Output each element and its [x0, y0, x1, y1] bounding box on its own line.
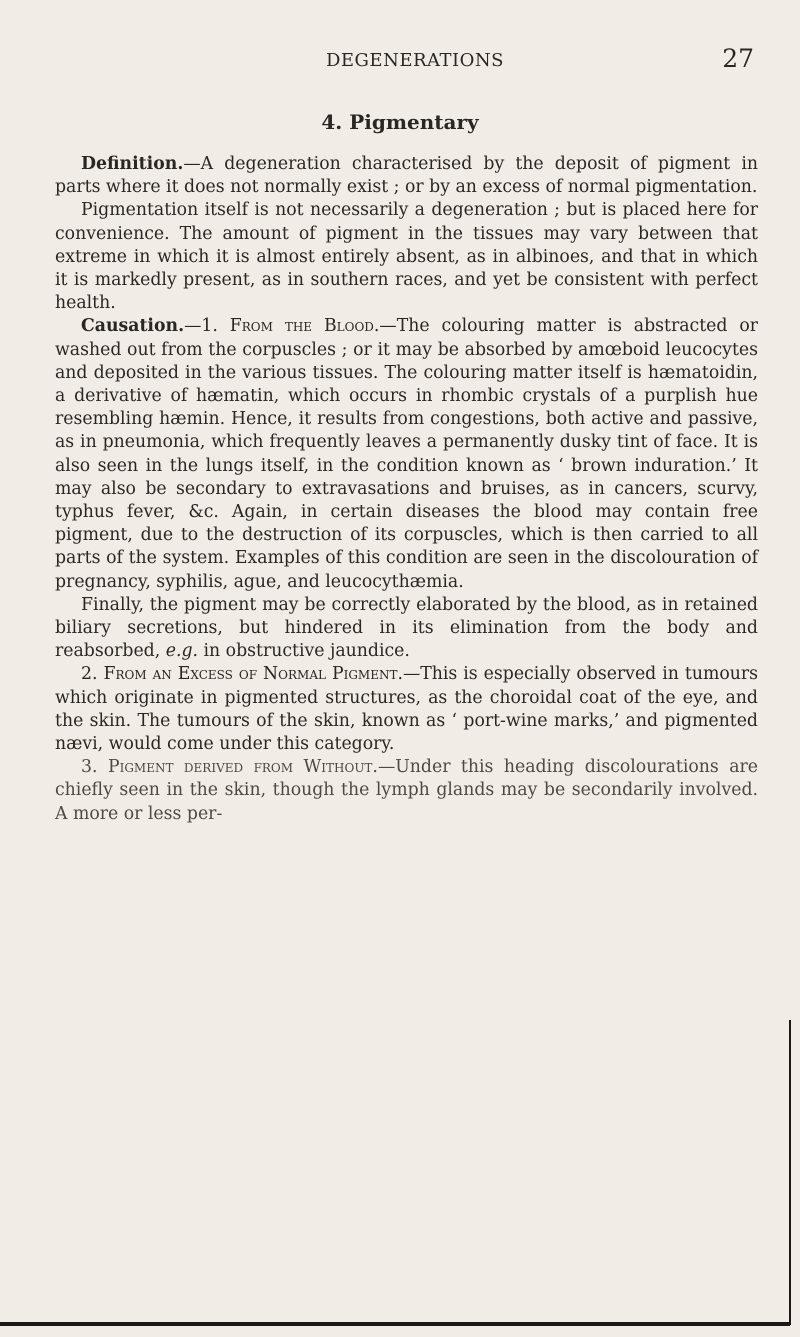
causation-number: —1.	[184, 316, 230, 337]
definition-paragraph	[55, 153, 758, 199]
page-number: 27	[722, 44, 754, 73]
causation-text: —The colouring matter is abstracted or washed out from the corpuscles ; or it may be absorbed by amœboid leucocytes and deposited in the various tissues. The colouring matter itself is hæmatoidin, a derivative of hæmatin, which occurs in rhombic crystals of a purplish hue resembling hæmin. Hence, it results from congestions, both active and passive, as in pneumonia, which frequently leaves a permanently dusky tint of face. It is also seen in the lungs itself, in the condition known as ‘ brown induration.’ It may also be secondary to extravasations and bruises, as in cancers, scurvy, typhus fever, &c. Again, in certain diseases the blood may contain free pigment, due to the destruction of its corpuscles, which is then carried to all parts of the system. Examples of this condition are seen in the discolouration of pregnancy, syphilis, ague, and leucocythæmia.	[55, 316, 758, 592]
page-edge-line	[789, 1020, 791, 1325]
excess-number: 2.	[81, 664, 104, 685]
without-paragraph	[55, 756, 758, 826]
page-bottom-line	[0, 1322, 790, 1326]
definition-lead: Definition.	[81, 154, 184, 174]
pigmentation-paragraph: Pigmentation itself is not necessarily a degeneration ; but is placed here for convenience. The amount of pigment in the tissues may vary between that extreme in which it is almost entirely absent, as in albinoes, and that in which it is markedly present, as in southern races, and yet be consistent with perfect health.	[55, 200, 758, 314]
causation-lead: Causation.	[81, 316, 185, 337]
without-heading: Pigment derived from Without.	[107, 757, 378, 778]
excess-text: —This is especially observed in tumours which originate in pigmented structures, as the choroidal coat of the eye, and the skin. The tumours of the skin, known as ‘ port-wine marks,’ and pigmented nævi, would come under this category.	[55, 664, 759, 755]
causation-paragraph	[55, 315, 758, 593]
body-text	[55, 153, 758, 826]
finally-text-before: Finally, the pigment may be correctly elaborated by the blood, as in retained biliary secretions, but hindered in its elimination from the body and reabsorbed,	[55, 594, 758, 662]
finally-eg: e.g.	[165, 641, 199, 662]
finally-text-after: in obstructive jaundice.	[198, 641, 410, 662]
excess-paragraph	[55, 663, 758, 756]
running-title: DEGENERATIONS	[325, 50, 504, 71]
finally-paragraph	[55, 594, 758, 664]
page-header	[70, 44, 760, 78]
causation-heading: From the Blood.	[229, 316, 380, 337]
without-number: 3.	[81, 757, 108, 778]
without-text: —Under this heading discolourations are chiefly seen in the skin, though the lymph glands may be secondarily involved. A more or less per-	[55, 757, 759, 824]
excess-heading: From an Excess of Normal Pigment.	[103, 664, 403, 685]
section-title: 4. Pigmentary	[321, 110, 479, 134]
definition-text: —A degeneration characterised by the deposit of pigment in parts where it does not normally exist ; or by an excess of normal pigmentation.	[55, 154, 758, 198]
